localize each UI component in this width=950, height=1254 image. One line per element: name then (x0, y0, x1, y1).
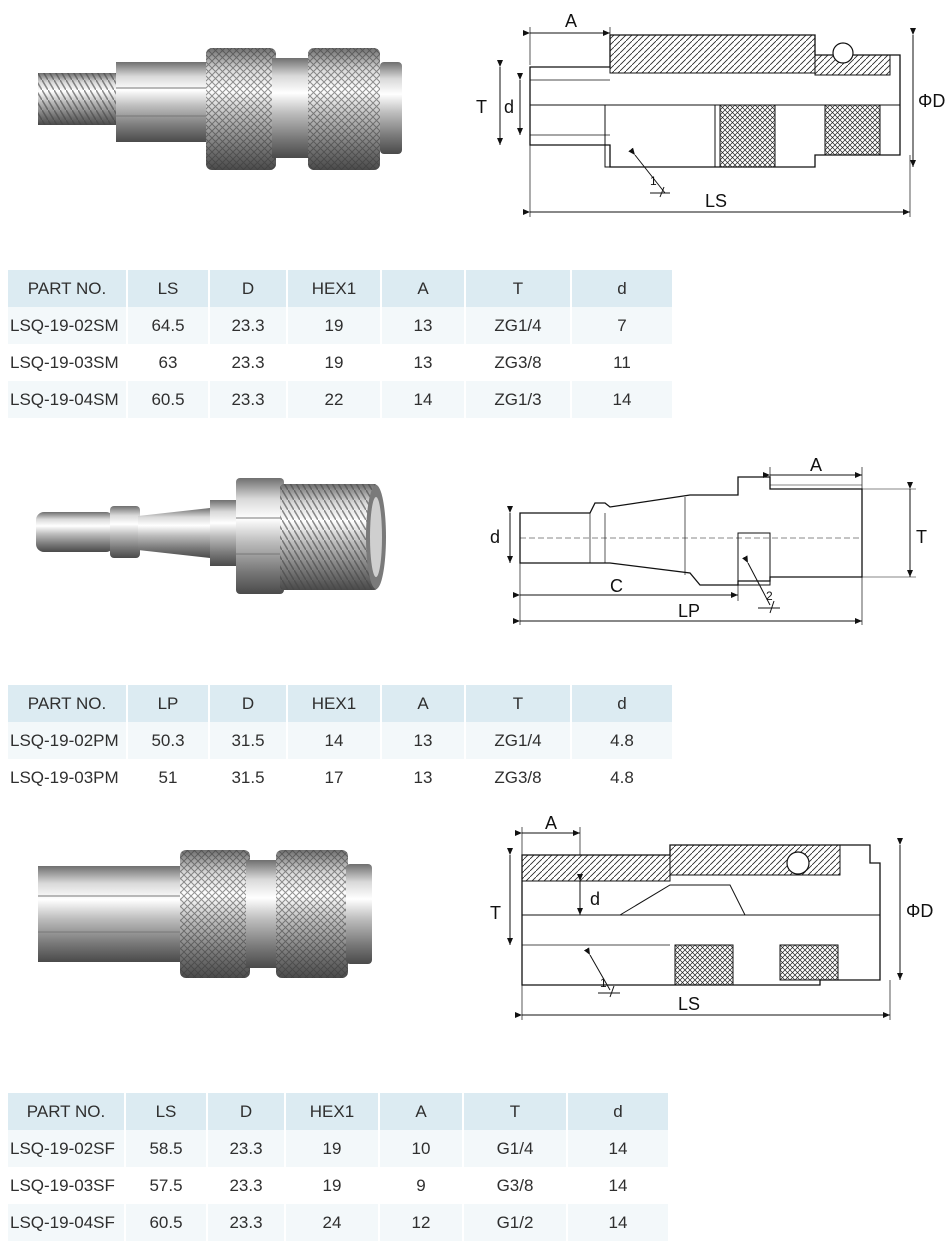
cell: 60.5 (126, 1204, 206, 1241)
coupler-socket-female-drawing (470, 805, 940, 1030)
hex-mark: 1 (650, 174, 657, 188)
col-header: LS (128, 270, 208, 307)
spec-table-socket-male (6, 270, 674, 418)
cell: ZG1/3 (466, 381, 570, 418)
col-header: LP (128, 685, 208, 722)
col-header: D (210, 685, 286, 722)
dim-label-a: A (810, 455, 823, 475)
dim-label-phi-d: ΦD (918, 91, 946, 111)
cell: 14 (288, 722, 380, 759)
table-row (8, 1130, 668, 1167)
cell: 14 (572, 381, 672, 418)
part-number: LSQ-19-04SM (8, 381, 126, 418)
cell: 13 (382, 722, 464, 759)
col-header: HEX1 (288, 685, 380, 722)
cell: ZG3/8 (466, 344, 570, 381)
cell: 64.5 (128, 307, 208, 344)
hex-mark: 1 (600, 976, 607, 990)
cell: 23.3 (208, 1204, 284, 1241)
part-number: LSQ-19-02SM (8, 307, 126, 344)
cell: 23.3 (210, 344, 286, 381)
col-header: PART NO. (8, 685, 126, 722)
cell: 19 (288, 344, 380, 381)
col-header: d (572, 270, 672, 307)
table-row (8, 759, 672, 796)
cell: 57.5 (126, 1167, 206, 1204)
dim-label-d: d (504, 97, 515, 117)
cell: 23.3 (208, 1167, 284, 1204)
table-row (8, 1167, 668, 1204)
dim-label-phi-d: ΦD (906, 901, 934, 921)
col-header: T (466, 270, 570, 307)
col-header: A (380, 1093, 462, 1130)
cell: 19 (286, 1130, 378, 1167)
cell: 10 (380, 1130, 462, 1167)
cell: ZG3/8 (466, 759, 570, 796)
col-header: D (208, 1093, 284, 1130)
cell: 60.5 (128, 381, 208, 418)
spec-table-plug-male (6, 685, 674, 796)
cell: 7 (572, 307, 672, 344)
cell: 14 (382, 381, 464, 418)
cell: ZG1/4 (466, 722, 570, 759)
col-header: HEX1 (288, 270, 380, 307)
dim-label-c: C (610, 576, 623, 596)
cell: 13 (382, 759, 464, 796)
cell: ZG1/4 (466, 307, 570, 344)
cell: 19 (286, 1167, 378, 1204)
cell: 14 (568, 1130, 668, 1167)
col-header: PART NO. (8, 270, 126, 307)
cell: 14 (568, 1167, 668, 1204)
col-header: HEX1 (286, 1093, 378, 1130)
table-row (8, 344, 672, 381)
cell: 22 (288, 381, 380, 418)
plug-male-photo (30, 470, 390, 610)
dim-label-t: T (476, 97, 487, 117)
plug-male-drawing (470, 445, 940, 635)
part-number: LSQ-19-03SF (8, 1167, 124, 1204)
hex-mark: 2 (766, 589, 773, 603)
dim-label-ls: LS (678, 994, 701, 1014)
col-header: LS (126, 1093, 206, 1130)
cell: 13 (382, 344, 464, 381)
col-header: d (568, 1093, 668, 1130)
part-number: LSQ-19-02PM (8, 722, 126, 759)
cell: 23.3 (210, 381, 286, 418)
cell: 63 (128, 344, 208, 381)
coupler-socket-male-photo (30, 40, 420, 180)
cell: 58.5 (126, 1130, 206, 1167)
col-header: PART NO. (8, 1093, 124, 1130)
cell: G1/2 (464, 1204, 566, 1241)
dim-label-d: d (590, 889, 601, 909)
table-row (8, 381, 672, 418)
cell: 51 (128, 759, 208, 796)
dim-label-t: T (916, 527, 927, 547)
cell: 12 (380, 1204, 462, 1241)
cell: 4.8 (572, 722, 672, 759)
cell: 23.3 (210, 307, 286, 344)
coupler-socket-male-drawing (470, 5, 946, 225)
cell: 13 (382, 307, 464, 344)
cell: 31.5 (210, 722, 286, 759)
cell: 17 (288, 759, 380, 796)
col-header: D (210, 270, 286, 307)
dim-label-t: T (490, 903, 501, 923)
cell: 14 (568, 1204, 668, 1241)
part-number: LSQ-19-04SF (8, 1204, 124, 1241)
dim-label-a: A (545, 813, 558, 833)
col-header: d (572, 685, 672, 722)
table-row (8, 722, 672, 759)
col-header: A (382, 270, 464, 307)
cell: 23.3 (208, 1130, 284, 1167)
col-header: T (466, 685, 570, 722)
cell: G1/4 (464, 1130, 566, 1167)
cell: 31.5 (210, 759, 286, 796)
table-row (8, 1204, 668, 1241)
cell: 50.3 (128, 722, 208, 759)
dim-label-a: A (565, 11, 578, 31)
cell: 19 (288, 307, 380, 344)
dim-label-lp: LP (678, 601, 701, 621)
cell: 24 (286, 1204, 378, 1241)
cell: G3/8 (464, 1167, 566, 1204)
spec-table-socket-female (6, 1093, 670, 1241)
cell: 11 (572, 344, 672, 381)
dim-label-d: d (490, 527, 501, 547)
cell: 9 (380, 1167, 462, 1204)
part-number: LSQ-19-03PM (8, 759, 126, 796)
part-number: LSQ-19-03SM (8, 344, 126, 381)
table-row (8, 307, 672, 344)
col-header: A (382, 685, 464, 722)
coupler-socket-female-photo (30, 840, 390, 990)
col-header: T (464, 1093, 566, 1130)
dim-label-ls: LS (705, 191, 728, 211)
cell: 4.8 (572, 759, 672, 796)
part-number: LSQ-19-02SF (8, 1130, 124, 1167)
